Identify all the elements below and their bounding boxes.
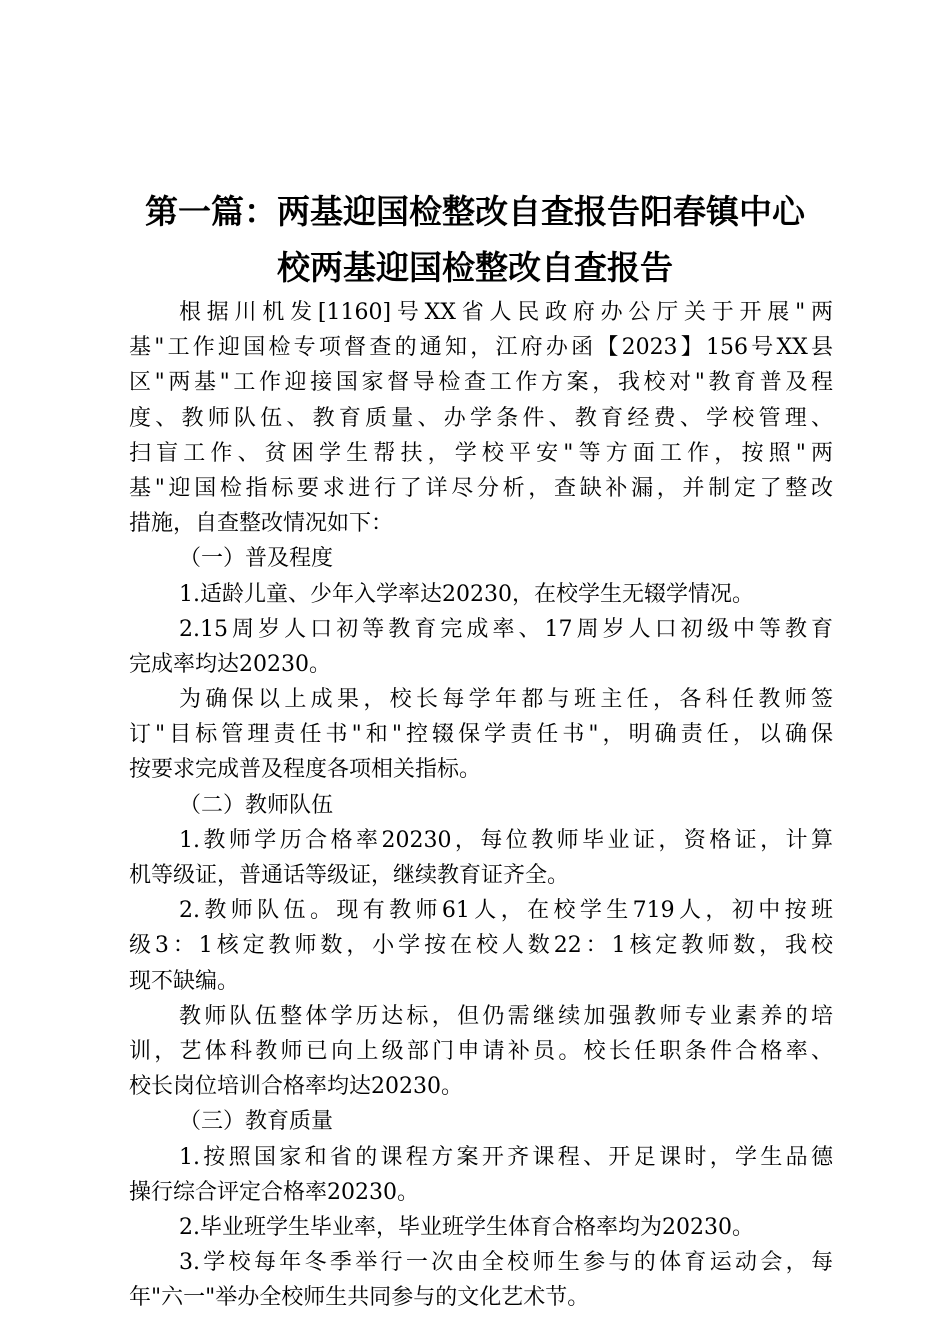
body-text-line: 订"目标管理责任书"和"控辍保学责任书"，明确责任，以确保 bbox=[129, 722, 833, 748]
body-text-line: 1.教师学历合格率20230，每位教师毕业证，资格证，计算 bbox=[179, 827, 833, 853]
body-text-line: 度、教师队伍、教育质量、办学条件、教育经费、学校管理、 bbox=[129, 405, 833, 431]
body-text-line: 完成率均达20230。 bbox=[129, 651, 331, 677]
document-title-line-2: 校两基迎国检整改自查报告 bbox=[277, 248, 673, 287]
body-text-line: 2.毕业班学生毕业率，毕业班学生体育合格率均为20230。 bbox=[179, 1214, 754, 1240]
body-text-line: 训，艺体科教师已向上级部门申请补员。校长任职条件合格率、 bbox=[129, 1038, 833, 1064]
body-text-line: 根据川机发[1160]号XX省人民政府办公厅关于开展"两 bbox=[179, 300, 833, 325]
body-text-line: 3.学校每年冬季举行一次由全校师生参与的体育运动会，每 bbox=[179, 1250, 833, 1276]
body-text-line: 基"迎国检指标要求进行了详尽分析，查缺补漏，并制定了整改 bbox=[129, 475, 833, 501]
body-text-line: 区"两基"工作迎接国家督导检查工作方案，我校对"教育普及程 bbox=[129, 370, 833, 396]
body-text-line: 扫盲工作、贫困学生帮扶，学校平安"等方面工作，按照"两 bbox=[129, 440, 833, 466]
body-text-line: 机等级证，普通话等级证，继续教育证齐全。 bbox=[129, 863, 570, 888]
document-body bbox=[129, 295, 833, 1315]
body-text-line: 2.教师队伍。现有教师61人，在校学生719人，初中按班 bbox=[179, 898, 833, 924]
body-text-line: 年"六一"举办全校师生共同参与的文化艺术节。 bbox=[129, 1285, 590, 1311]
body-text-line: 为确保以上成果，校长每学年都与班主任，各科任教师签 bbox=[179, 687, 833, 713]
body-text-line: （三）教育质量 bbox=[179, 1109, 334, 1135]
body-text-line: 基"工作迎国检专项督查的通知，江府办函【2023】156号XX县 bbox=[129, 335, 833, 361]
body-text-line: 按要求完成普及程度各项相关指标。 bbox=[129, 757, 482, 783]
body-text-line: 1.适龄儿童、少年入学率达20230，在校学生无辍学情况。 bbox=[179, 581, 754, 607]
body-text-line: 2.15周岁人口初等教育完成率、17周岁人口初级中等教育 bbox=[179, 616, 833, 642]
body-text-line: 措施，自查整改情况如下： bbox=[129, 511, 394, 537]
body-text-line: 教师队伍整体学历达标，但仍需继续加强教师专业素养的培 bbox=[179, 1003, 833, 1029]
body-text-line: 级3：1核定教师数，小学按在校人数22：1核定教师数，我校 bbox=[129, 933, 833, 959]
body-text-line: 校长岗位培训合格率均达20230。 bbox=[129, 1074, 463, 1100]
body-text-line: 1.按照国家和省的课程方案开齐课程、开足课时，学生品德 bbox=[179, 1144, 833, 1170]
body-text-line: 现不缺编。 bbox=[129, 968, 240, 994]
document-title-line-1: 第一篇：两基迎国检整改自查报告阳春镇中心 bbox=[145, 192, 805, 231]
body-text-line: （一）普及程度 bbox=[179, 546, 334, 572]
body-text-line: 操行综合评定合格率20230。 bbox=[129, 1179, 419, 1205]
body-text-line: （二）教师队伍 bbox=[179, 792, 334, 818]
